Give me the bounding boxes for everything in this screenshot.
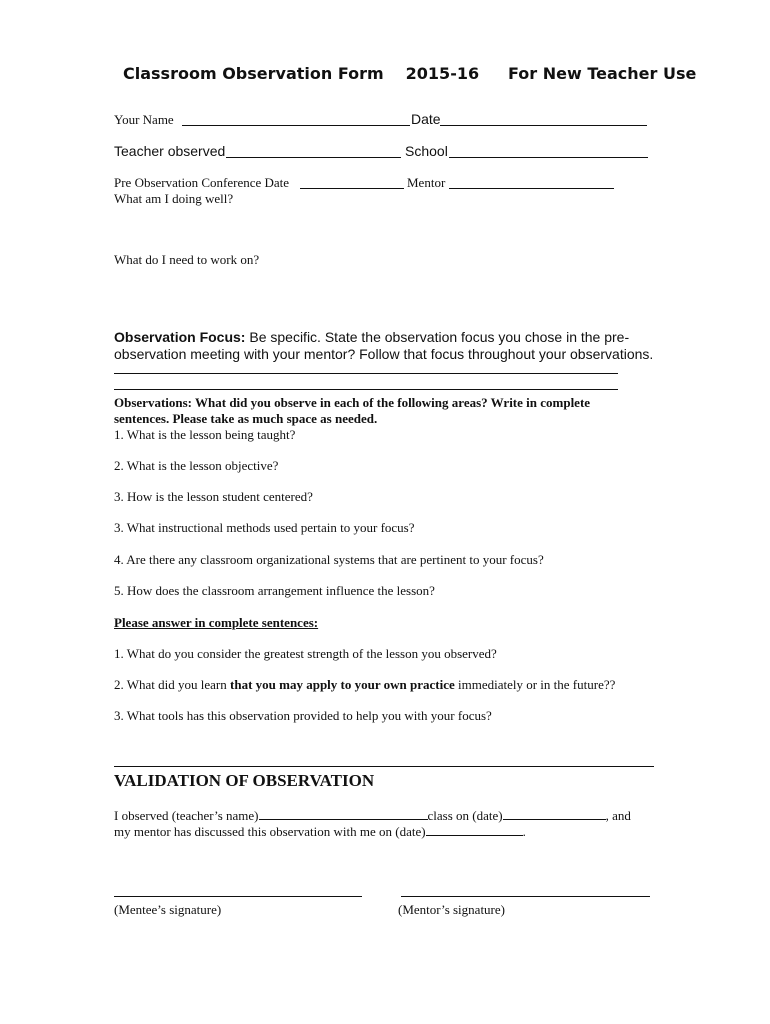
observation-question-3: 3. How is the lesson student centered?: [114, 489, 313, 504]
date-label: Date: [411, 111, 441, 127]
class-date-field[interactable]: [503, 807, 606, 820]
observations-heading-line2: sentences. Please take as much space as needed.: [114, 411, 378, 426]
validation-line-1-end: , and: [605, 808, 631, 823]
observation-focus-instruction: Be specific. State the observation focus you chose in the pre-: [249, 329, 630, 345]
observation-question-5: 4. Are there any classroom organizational systems that are pertinent to your focus?: [114, 552, 544, 567]
complete-question-3: 3. What tools has this observation provided to help you with your focus?: [114, 708, 492, 723]
focus-answer-line-1[interactable]: [114, 373, 618, 374]
your-name-label: Your Name: [114, 112, 174, 127]
audience-label: For New Teacher Use: [508, 64, 697, 83]
teacher-observed-field[interactable]: [226, 157, 401, 158]
observation-focus-label: Observation Focus:: [114, 329, 246, 345]
observation-question-6: 5. How does the classroom arrangement influence the lesson?: [114, 583, 435, 598]
validation-heading: VALIDATION OF OBSERVATION: [114, 771, 375, 790]
work-on-question: What do I need to work on?: [114, 252, 260, 267]
mentee-signature-line[interactable]: [114, 896, 362, 897]
validation-line-2-end: .: [522, 824, 526, 839]
focus-answer-line-2[interactable]: [114, 389, 618, 390]
complete-question-2-end: immediately or in the future??: [454, 677, 616, 692]
date-field[interactable]: [440, 125, 647, 126]
observation-focus-line1: [114, 329, 629, 345]
mentee-signature-label: (Mentee’s signature): [114, 902, 222, 917]
observed-teacher-label: I observed (teacher’s name): [114, 808, 259, 823]
observation-question-4: 3. What instructional methods used pertain to your focus?: [114, 520, 415, 535]
pre-observation-date-field[interactable]: [300, 188, 404, 189]
mentor-discussed-label: my mentor has discussed this observation with me on (date): [114, 824, 426, 839]
mentor-signature-label: (Mentor’s signature): [398, 902, 505, 917]
doing-well-question: What am I doing well?: [114, 191, 234, 206]
form-year: 2015-16: [405, 64, 480, 83]
validation-line-2: [114, 823, 526, 840]
complete-question-2-emphasis: that you may apply to your own practice: [230, 677, 455, 692]
observation-question-2: 2. What is the lesson objective?: [114, 458, 279, 473]
form-title: [123, 64, 479, 83]
mentor-field[interactable]: [449, 188, 614, 189]
mentor-discussed-date-field[interactable]: [426, 823, 523, 836]
mentor-signature-line[interactable]: [401, 896, 650, 897]
complete-question-2: [114, 677, 615, 693]
observation-focus-line2: observation meeting with your mentor? Follow that focus throughout your observations.: [114, 346, 654, 362]
pre-observation-date-label: Pre Observation Conference Date: [114, 175, 290, 190]
complete-question-1: 1. What do you consider the greatest strength of the lesson you observed?: [114, 646, 497, 661]
observation-question-1: 1. What is the lesson being taught?: [114, 427, 296, 442]
school-label: School: [405, 143, 448, 159]
observations-heading-line1: Observations: What did you observe in each of the following areas? Write in complete: [114, 395, 591, 410]
observed-teacher-field[interactable]: [259, 807, 428, 820]
form-title-text: Classroom Observation Form: [123, 64, 384, 83]
section-divider: [114, 766, 654, 767]
your-name-field[interactable]: [182, 125, 410, 126]
complete-question-2-start: 2. What did you learn: [114, 677, 231, 692]
mentor-label: Mentor: [407, 175, 446, 190]
complete-sentences-heading: Please answer in complete sentences:: [114, 615, 319, 630]
validation-line-1: [114, 807, 631, 824]
teacher-observed-label: Teacher observed: [114, 143, 226, 159]
class-date-label: class on (date): [427, 808, 503, 823]
school-field[interactable]: [449, 157, 648, 158]
